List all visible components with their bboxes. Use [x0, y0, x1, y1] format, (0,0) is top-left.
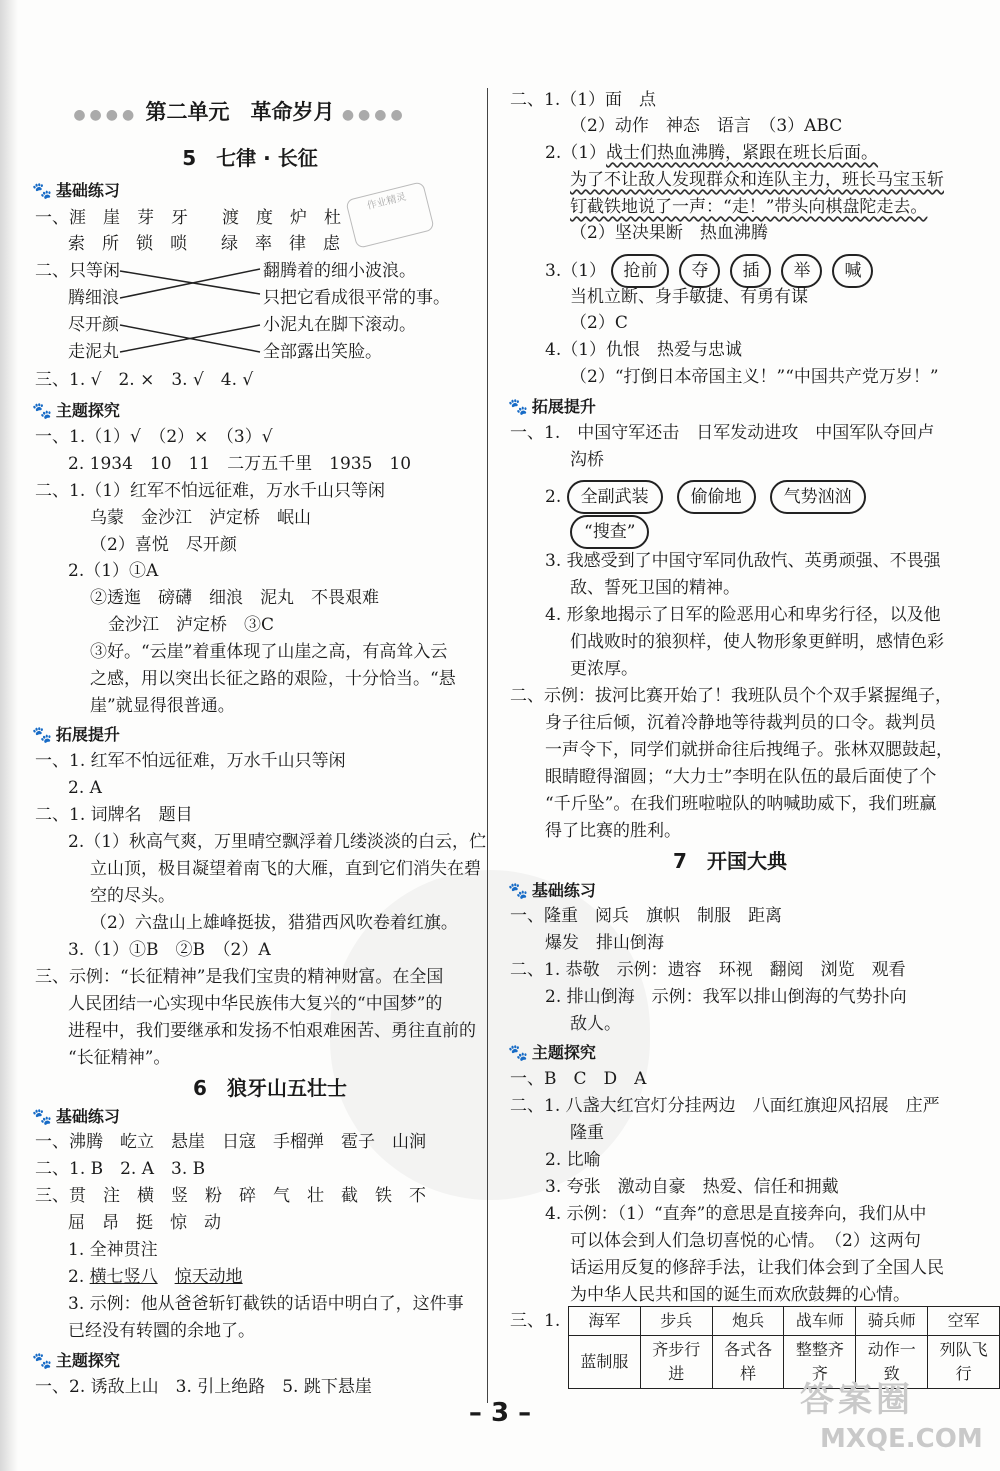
wavy-underlined-answer: 钉截铁地说了一声：“走！”带头向棋盘陀走去。 [570, 197, 928, 217]
table-cell: 列队飞行 [928, 1336, 1000, 1389]
item-number: 3.（1） [545, 261, 607, 281]
site-watermark-logo [790, 1372, 983, 1462]
section-heading [32, 722, 120, 745]
wavy-underlined-answer: 为了不让敌人发现群众和连队主力，班长马宝玉斩 [570, 170, 944, 190]
paw-icon: 🐾 [508, 1043, 528, 1062]
section-heading [32, 1104, 120, 1127]
text-line: 一、1.（1）√ （2）× （3）√ [35, 427, 273, 447]
text-line: 三、贯 注 横 竖 粉 碎 气 壮 截 铁 不 [35, 1186, 426, 1206]
match-left-item: 尽开颜 [68, 315, 119, 335]
text-line: ③好。“云崖”着重体现了山崖之高，有高耸入云 [90, 642, 448, 662]
text-line: （2）坚决果断 热血沸腾 [570, 223, 768, 243]
text-line: 之感，用以突出长征之路的艰险，十分恰当。“悬 [90, 669, 456, 689]
text-line: 敌、誓死卫国的精神。 [570, 578, 740, 598]
table-cell: 骑兵师 [856, 1307, 928, 1336]
circled-phrase: “搜查” [570, 515, 649, 549]
table-cell: 海军 [569, 1307, 641, 1336]
text-line: 更浓厚。 [570, 659, 638, 679]
circled-word: 插 [730, 254, 771, 288]
text-line: “千斤坠”。在我们班啦啦队的呐喊助威下，我们班赢 [545, 794, 937, 814]
text-line: 话运用反复的修辞手法，让我们体会到了全国人民 [570, 1258, 944, 1278]
page-edge [0, 0, 18, 1471]
text-line: （2）“打倒日本帝国主义！”“中国共产党万岁！” [570, 367, 939, 387]
match-left-item: 腾细浪 [68, 288, 119, 308]
text-line: 3.（1）①B ②B （2）A [68, 940, 271, 960]
text-line: （2）动作 神态 语言 （3）ABC [570, 116, 843, 136]
text-line: 1. 全神贯注 [68, 1240, 158, 1260]
text-line: 一、1. 红军不怕远征难，万水千山只等闲 [35, 751, 346, 771]
text-line: 崖”就显得很普通。 [90, 696, 235, 716]
text-line: 一、2. 诱敌上山 3. 引上绝路 5. 跳下悬崖 [35, 1377, 372, 1397]
item-number: 2. [545, 487, 562, 507]
item-number: 2. [68, 1267, 90, 1287]
table-cell: 动作一致 [856, 1336, 928, 1389]
text-line: 4.（1）仇恨 热爱与忠诚 [545, 340, 743, 360]
text-line: 可以体会到人们急切喜悦的心情。 （2）这两句 [570, 1231, 921, 1251]
text-line: 三、示例：“长征精神”是我们宝贵的精神财富。在全国 [35, 967, 444, 987]
section-label: 基础练习 [55, 1107, 120, 1126]
text-line: 二、示例：拔河比赛开始了！我班队员个个双手紧握绳子， [510, 686, 952, 706]
text-line: 已经没有转圜的余地了。 [68, 1321, 255, 1341]
table-cell: 炮兵 [712, 1307, 784, 1336]
table-cell: 整整齐齐 [784, 1336, 856, 1389]
paw-icon: 🐾 [508, 881, 528, 900]
table-row [569, 1307, 1000, 1336]
lesson-title-7: 7 开国大典 [673, 849, 787, 873]
text-line: 空的尽头。 [90, 886, 175, 906]
title-dots-right: ●●●● [341, 107, 407, 123]
underlined-answer: 惊天动地 [174, 1267, 243, 1287]
text-line: ②透迤 磅礴 细浪 泥丸 不畏艰难 [90, 588, 379, 608]
table-cell: 各式各样 [712, 1336, 784, 1389]
text-line [545, 140, 878, 166]
text-line: 眼睛瞪得溜圆；“大力士”李明在队伍的最后面使了个 [545, 767, 937, 787]
section-label: 主题探究 [531, 1043, 596, 1062]
text-line: 二、1. 八盏大红宫灯分挂两边 八面红旗迎风招展 庄严 [510, 1096, 940, 1116]
text-line: 3. 示例：他从爸爸斩钉截铁的话语中明白了，这件事 [68, 1294, 464, 1314]
text-line: 4. 示例：（1）“直奔”的意思是直接奔向，我们从中 [545, 1204, 927, 1224]
section-heading [32, 178, 120, 201]
item-number: 2.（1） [545, 143, 607, 163]
watermark-logo-text: 答案圈 [800, 1380, 914, 1420]
matching-lines [60, 258, 270, 358]
text-line [570, 515, 663, 549]
section-label: 拓展提升 [531, 397, 596, 416]
match-right-item: 小泥丸在脚下滚动。 [263, 315, 416, 335]
text-line: 一、涯 崖 芽 牙 渡 度 炉 杜 [35, 208, 341, 228]
wavy-underlined-answer: 战士们热血沸腾，紧跟在班长后面。 [606, 143, 879, 163]
paw-icon: 🐾 [508, 397, 528, 416]
text-line: 人民团结一心实现中华民族伟大复兴的“中国梦”的 [68, 994, 443, 1014]
table-cell: 步兵 [640, 1307, 712, 1336]
paw-icon: 🐾 [32, 401, 52, 420]
text-line: 隆重 [570, 1123, 604, 1143]
text-line: 二、1. B 2. A 3. B [35, 1159, 206, 1179]
text-line: 二、1.（1）面 点 [510, 90, 657, 110]
section-heading [508, 394, 596, 417]
page-number: – 3 – [468, 1398, 532, 1428]
text-line: 2.（1）秋高气爽，万里晴空飘浮着几缕淡淡的白云，伫 [68, 832, 487, 852]
text-line: 2. A [68, 778, 102, 798]
stamp-text: 作业精灵 [365, 191, 408, 213]
match-right-item: 全部露出笑脸。 [263, 342, 382, 362]
circled-phrase: 气势汹汹 [770, 480, 866, 514]
text-line: 4. 形象地揭示了日军的险恶用心和卑劣行径，以及他 [545, 605, 941, 625]
text-line: 金沙江 泸定桥 ③C [108, 615, 275, 635]
text-line: 二、1.（1）红军不怕远征难，万水千山只等闲 [35, 481, 386, 501]
match-right-item: 翻腾着的细小波浪。 [263, 261, 416, 281]
text-line: 们战败时的狼狈样，使人物形象更鲜明，感情色彩 [570, 632, 944, 652]
text-line: 进程中，我们要继承和发扬不怕艰难困苦、勇往直前的 [68, 1021, 476, 1041]
section-label: 基础练习 [55, 181, 120, 200]
paw-icon: 🐾 [32, 1351, 52, 1370]
text-line: 三、1. √ 2. × 3. √ 4. √ [35, 370, 254, 390]
paw-icon: 🐾 [32, 1107, 52, 1126]
lesson-title-5: 5 七律 · 长征 [182, 146, 318, 170]
circled-word: 喊 [832, 254, 873, 288]
text-line: 一、隆重 阅兵 旗帜 制服 距离 [510, 906, 782, 926]
text-line: “长征精神”。 [68, 1048, 171, 1068]
section-label: 基础练习 [531, 881, 596, 900]
text-line: 一、沸腾 屹立 悬崖 日寇 手榴弹 雹子 山涧 [35, 1132, 426, 1152]
text-line [545, 480, 880, 514]
text-line: 2. 1934 10 11 二万五千里 1935 10 [68, 454, 412, 474]
title-dots-left: ●●●● [73, 107, 139, 123]
text-line: 索 所 锁 唢 绿 率 律 虑 [68, 234, 340, 254]
text-line [545, 254, 883, 288]
match-left-item: 走泥丸 [68, 342, 119, 362]
text-line: 2. 排山倒海 示例：我军以排山倒海的气势扑向 [545, 987, 907, 1007]
text-line: 身子往后倾，沉着冷静地等待裁判员的口令。裁判员 [545, 713, 936, 733]
match-right-item: 只把它看成很平常的事。 [263, 288, 450, 308]
text-line: （2）喜悦 尽开颜 [90, 535, 237, 555]
text-line: 3. 夸张 激动自豪 热爱、信任和拥戴 [545, 1177, 839, 1197]
section-heading [32, 1348, 120, 1371]
text-line: 3. 我感受到了中国守军同仇敌忾、英勇顽强、不畏强 [545, 551, 941, 571]
section-label: 拓展提升 [55, 725, 120, 744]
table-cell: 空军 [928, 1307, 1000, 1336]
section-heading [508, 1040, 596, 1063]
text-line: 2. 比喻 [545, 1150, 601, 1170]
watermark-logo-url: MXQE.COM [820, 1424, 983, 1454]
text-line: 乌蒙 金沙江 泸定桥 岷山 [90, 508, 311, 528]
table-cell: 蓝制服 [569, 1336, 641, 1389]
text-line: 一、1. 中国守军还击 日军发动进攻 中国军队夺回卢 [510, 423, 935, 443]
lesson-title-6: 6 狼牙山五壮士 [193, 1076, 347, 1100]
column-divider [487, 88, 488, 1403]
text-line: 一声令下，同学们就拼命往后拽绳子。张林双腮鼓起， [545, 740, 953, 760]
text-line: 为中华人民共和国的诞生而欢欣鼓舞的心情。 [570, 1285, 910, 1305]
underlined-answer: 横七竖八 [89, 1267, 158, 1287]
unit-title-text: 第二单元 革命岁月 [145, 100, 335, 124]
stamp-seal [345, 181, 435, 249]
text-line: 立山顶，极目凝望着南飞的大雁，直到它们消失在碧 [90, 859, 481, 879]
text-line: 一、B C D A [510, 1069, 647, 1089]
circled-word: 举 [781, 254, 822, 288]
table-cell: 齐步行进 [640, 1336, 712, 1389]
paw-icon: 🐾 [32, 725, 52, 744]
section-label: 主题探究 [55, 1351, 120, 1370]
text-line: 三、1. [510, 1311, 561, 1331]
text-line: 当机立断、身手敏捷、有勇有谋 [570, 287, 808, 307]
section-heading [32, 398, 120, 421]
paw-icon: 🐾 [32, 181, 52, 200]
unit-title [50, 96, 430, 126]
text-line [68, 1264, 243, 1290]
circled-word: 抢前 [611, 254, 669, 288]
match-left-item: 二、只等闲 [35, 261, 120, 281]
text-line: 屈 昂 挺 惊 动 [68, 1213, 221, 1233]
text-line: （2）六盘山上雄峰挺拔，猎猎西风吹卷着红旗。 [90, 913, 458, 933]
text-line: 爆发 排山倒海 [545, 933, 664, 953]
text-line: 二、1. 恭敬 示例：遗容 环视 翻阅 浏览 观看 [510, 960, 906, 980]
text-line: （2）C [570, 313, 628, 333]
section-heading [508, 878, 596, 901]
section-label: 主题探究 [55, 401, 120, 420]
circled-phrase: 全副武装 [567, 480, 663, 514]
text-line: 二、1. 词牌名 题目 [35, 805, 193, 825]
text-line: 敌人。 [570, 1014, 621, 1034]
text-line: 得了比赛的胜利。 [545, 821, 681, 841]
circled-phrase: 偷偷地 [677, 480, 756, 514]
circled-word: 夺 [679, 254, 720, 288]
text-line: 沟桥 [570, 450, 604, 470]
table-cell: 战车师 [784, 1307, 856, 1336]
text-line: 2.（1）①A [68, 561, 159, 581]
